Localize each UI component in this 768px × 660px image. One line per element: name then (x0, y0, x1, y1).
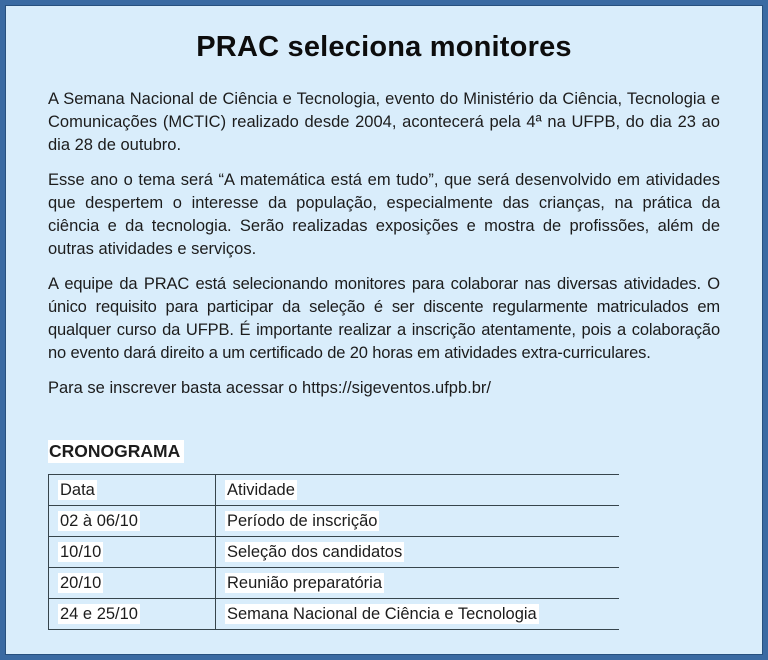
signup-link[interactable]: https://sigeventos.ufpb.br/ (302, 379, 491, 397)
table-header-data (49, 475, 216, 506)
paragraph-signup (48, 377, 720, 400)
cell-date (49, 537, 216, 568)
table-row (49, 506, 619, 537)
cell-date-label: 20/10 (60, 574, 102, 592)
table-header-data-label: Data (60, 481, 95, 499)
cell-activity (216, 568, 619, 599)
signup-prefix: Para se inscrever basta acessar o (48, 379, 303, 397)
table-header-atividade-label: Atividade (227, 481, 295, 499)
paragraph-intro: A Semana Nacional de Ciência e Tecnologia, evento do Ministério da Ciência, Tecnologia e Comunicações (MCTIC) realizado desde 2004, acontecerá pela 4ª na UFPB, do dia 23 ao dia 28 de outubro. (48, 90, 720, 154)
page-title: PRAC seleciona monitores (196, 31, 572, 63)
table-row (49, 568, 619, 599)
cell-activity (216, 599, 619, 630)
cell-date-label: 24 e 25/10 (60, 605, 138, 623)
table-row (49, 537, 619, 568)
cell-date-label: 02 à 06/10 (60, 512, 138, 530)
table-header-atividade (216, 475, 619, 506)
cell-activity-label: Semana Nacional de Ciência e Tecnologia (227, 605, 537, 623)
paragraph-theme: Esse ano o tema será “A matemática está em tudo”, que será desenvolvido em atividades que despertem o interesse da população, especialmente das crianças, na prática da ciência e da tecnologia. Serão realizadas exposições e mostra de profissões, além de outras atividades e serviços. (48, 171, 720, 258)
section-heading-cronograma (48, 441, 720, 462)
table-header-row (49, 475, 619, 506)
cell-activity-label: Seleção dos candidatos (227, 543, 403, 561)
cell-date (49, 506, 216, 537)
cell-activity-label: Período de inscrição (227, 512, 378, 530)
cell-activity-label: Reunião preparatória (227, 574, 383, 592)
paragraph-selection: A equipe da PRAC está selecionando monitores para colaborar nas diversas atividades. O único requisito para participar da seleção é ser discente regularmente matriculados em qualquer curso da UFPB. É importante realizar a inscrição atentamente, pois a colaboração no evento dará direito a um certificado de 20 horas em atividades extra-curriculares. (48, 275, 720, 362)
cell-date-label: 10/10 (60, 543, 102, 561)
schedule-table (48, 474, 619, 630)
cell-date (49, 599, 216, 630)
table-row (49, 599, 619, 630)
cell-date (49, 568, 216, 599)
cell-activity (216, 506, 619, 537)
section-heading-label: CRONOGRAMA (48, 440, 184, 463)
cell-activity (216, 537, 619, 568)
